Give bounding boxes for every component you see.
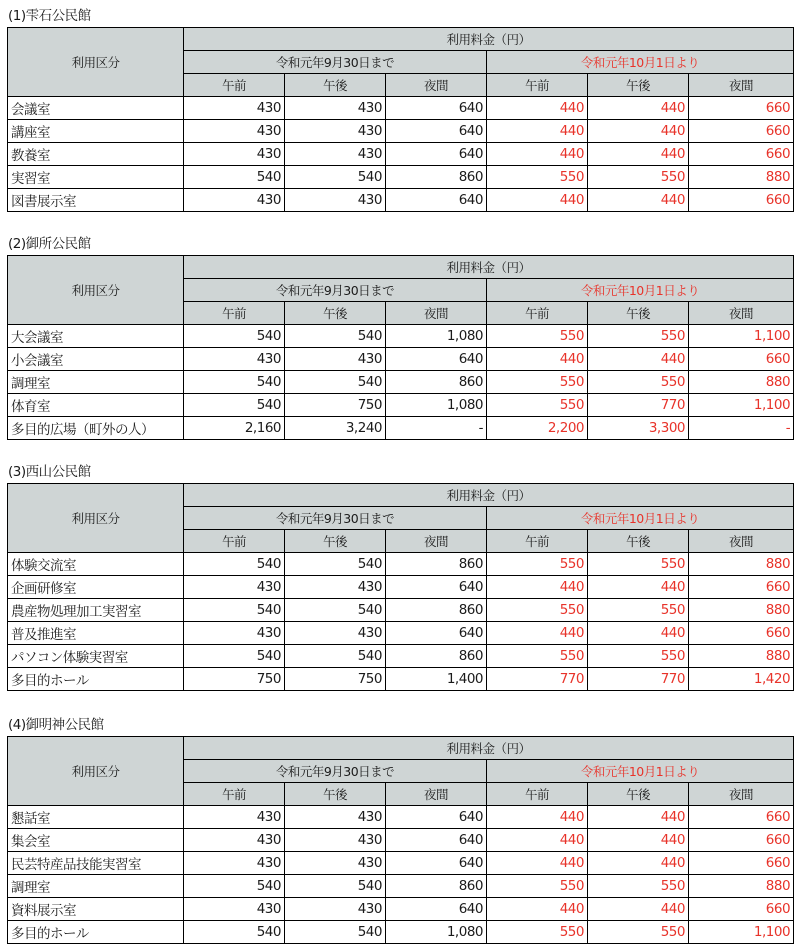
old-price-cell: 540 xyxy=(285,921,386,944)
slot-header: 午前 xyxy=(184,302,285,325)
slot-header: 夜間 xyxy=(386,74,487,97)
new-price-cell: 550 xyxy=(588,921,689,944)
old-price-cell: 540 xyxy=(184,371,285,394)
slot-header: 午前 xyxy=(487,783,588,806)
old-price-cell: 540 xyxy=(285,599,386,622)
table-row xyxy=(8,875,794,898)
room-name: 多目的ホール xyxy=(8,921,184,944)
old-price-cell: 540 xyxy=(184,394,285,417)
new-price-cell: 440 xyxy=(588,829,689,852)
old-price-cell: 430 xyxy=(184,348,285,371)
section-shizukuishi xyxy=(0,5,800,212)
old-price-cell: 1,080 xyxy=(386,921,487,944)
old-price-cell: 640 xyxy=(386,143,487,166)
new-price-cell: 1,100 xyxy=(689,394,794,417)
old-price-cell: 430 xyxy=(184,622,285,645)
table-row xyxy=(8,645,794,668)
new-price-cell: 660 xyxy=(689,348,794,371)
old-price-cell: 540 xyxy=(184,599,285,622)
room-name: 多目的ホール xyxy=(8,668,184,691)
table-row xyxy=(8,622,794,645)
new-price-cell: 660 xyxy=(689,576,794,599)
new-price-cell: 550 xyxy=(487,875,588,898)
old-price-cell: 540 xyxy=(184,166,285,189)
slot-header: 午前 xyxy=(487,74,588,97)
new-price-cell: 550 xyxy=(487,553,588,576)
old-price-cell: 3,240 xyxy=(285,417,386,440)
slot-header: 夜間 xyxy=(689,302,794,325)
table-row xyxy=(8,921,794,944)
new-price-cell: 440 xyxy=(487,189,588,212)
old-price-cell: 640 xyxy=(386,576,487,599)
new-price-cell: 1,420 xyxy=(689,668,794,691)
old-price-cell: 540 xyxy=(285,371,386,394)
old-price-cell: 640 xyxy=(386,120,487,143)
old-price-cell: 430 xyxy=(285,898,386,921)
new-price-cell: 660 xyxy=(689,97,794,120)
old-price-cell: 430 xyxy=(184,97,285,120)
new-price-cell: 440 xyxy=(588,852,689,875)
table-row xyxy=(8,97,794,120)
new-price-cell: 550 xyxy=(588,166,689,189)
old-period-header: 令和元年9月30日まで xyxy=(184,279,487,302)
slot-header: 午前 xyxy=(184,783,285,806)
old-price-cell: 640 xyxy=(386,829,487,852)
old-price-cell: 640 xyxy=(386,898,487,921)
old-price-cell: 430 xyxy=(184,829,285,852)
room-name: 資料展示室 xyxy=(8,898,184,921)
slot-header: 午後 xyxy=(285,783,386,806)
old-price-cell: 430 xyxy=(184,806,285,829)
old-price-cell: 430 xyxy=(184,576,285,599)
new-price-cell: 770 xyxy=(487,668,588,691)
old-price-cell: 430 xyxy=(285,97,386,120)
new-price-cell: 880 xyxy=(689,645,794,668)
new-price-cell: 550 xyxy=(588,371,689,394)
table-row xyxy=(8,576,794,599)
table-row xyxy=(8,394,794,417)
new-period-header: 令和元年10月1日より xyxy=(487,507,794,530)
old-price-cell: 430 xyxy=(285,829,386,852)
table-row xyxy=(8,120,794,143)
old-price-cell: 540 xyxy=(285,553,386,576)
old-price-cell: 430 xyxy=(184,189,285,212)
room-name: 図書展示室 xyxy=(8,189,184,212)
room-name: 体育室 xyxy=(8,394,184,417)
section-nishiyama xyxy=(0,461,800,691)
old-price-cell: 860 xyxy=(386,875,487,898)
new-price-cell: 440 xyxy=(588,143,689,166)
new-price-cell: 440 xyxy=(588,189,689,212)
section-title: (3)西山公民館 xyxy=(8,464,91,480)
new-price-cell: 440 xyxy=(487,143,588,166)
section-gomyojin xyxy=(0,714,800,944)
room-name: 会議室 xyxy=(8,97,184,120)
room-name: 体験交流室 xyxy=(8,553,184,576)
old-price-cell: 860 xyxy=(386,553,487,576)
table-row xyxy=(8,325,794,348)
room-name: 民芸特産品技能実習室 xyxy=(8,852,184,875)
room-name: 企画研修室 xyxy=(8,576,184,599)
old-price-cell: 860 xyxy=(386,371,487,394)
new-price-cell: 660 xyxy=(689,143,794,166)
new-price-cell: 440 xyxy=(588,97,689,120)
old-price-cell: 430 xyxy=(285,576,386,599)
slot-header: 夜間 xyxy=(386,783,487,806)
table-row xyxy=(8,143,794,166)
old-price-cell: 540 xyxy=(184,325,285,348)
new-price-cell: 440 xyxy=(588,622,689,645)
old-price-cell: 430 xyxy=(184,852,285,875)
new-price-cell: 880 xyxy=(689,371,794,394)
fee-header: 利用料金（円） xyxy=(184,737,794,760)
room-name: 多目的広場（町外の人） xyxy=(8,417,184,440)
slot-header: 夜間 xyxy=(689,530,794,553)
slot-header: 午後 xyxy=(588,302,689,325)
header-row xyxy=(8,256,794,279)
new-period-header: 令和元年10月1日より xyxy=(487,51,794,74)
slot-header: 午前 xyxy=(184,530,285,553)
old-price-cell: 430 xyxy=(285,143,386,166)
section-gosho xyxy=(0,233,800,440)
new-price-cell: 550 xyxy=(487,645,588,668)
slot-header: 午後 xyxy=(285,302,386,325)
table-row xyxy=(8,668,794,691)
slot-header: 午後 xyxy=(285,530,386,553)
new-price-cell: 880 xyxy=(689,553,794,576)
slot-header: 夜間 xyxy=(386,302,487,325)
table-row xyxy=(8,417,794,440)
new-price-cell: 440 xyxy=(487,806,588,829)
section-title: (1)雫石公民館 xyxy=(8,8,91,24)
old-price-cell: 430 xyxy=(184,143,285,166)
new-price-cell: 3,300 xyxy=(588,417,689,440)
old-period-header: 令和元年9月30日まで xyxy=(184,51,487,74)
new-price-cell: 440 xyxy=(487,97,588,120)
new-price-cell: 550 xyxy=(487,325,588,348)
slot-header: 午前 xyxy=(184,74,285,97)
old-price-cell: 640 xyxy=(386,622,487,645)
room-name: 調理室 xyxy=(8,875,184,898)
new-price-cell: - xyxy=(689,417,794,440)
new-price-cell: 770 xyxy=(588,394,689,417)
table-row xyxy=(8,898,794,921)
old-price-cell: 430 xyxy=(285,806,386,829)
new-price-cell: 550 xyxy=(487,921,588,944)
slot-header: 午前 xyxy=(487,302,588,325)
new-price-cell: 2,200 xyxy=(487,417,588,440)
new-price-cell: 550 xyxy=(588,599,689,622)
new-price-cell: 550 xyxy=(588,875,689,898)
old-price-cell: 860 xyxy=(386,166,487,189)
old-price-cell: 540 xyxy=(285,645,386,668)
new-price-cell: 880 xyxy=(689,875,794,898)
new-price-cell: 660 xyxy=(689,898,794,921)
old-price-cell: 540 xyxy=(184,875,285,898)
old-price-cell: 750 xyxy=(285,668,386,691)
table-row xyxy=(8,371,794,394)
old-price-cell: 540 xyxy=(184,553,285,576)
old-period-header: 令和元年9月30日まで xyxy=(184,507,487,530)
old-price-cell: 640 xyxy=(386,97,487,120)
fee-table xyxy=(7,483,794,691)
old-price-cell: 540 xyxy=(285,875,386,898)
new-price-cell: 440 xyxy=(588,576,689,599)
new-price-cell: 550 xyxy=(487,394,588,417)
old-price-cell: 640 xyxy=(386,852,487,875)
slot-header: 午後 xyxy=(588,783,689,806)
old-price-cell: 430 xyxy=(184,898,285,921)
room-name: 普及推進室 xyxy=(8,622,184,645)
old-price-cell: 2,160 xyxy=(184,417,285,440)
table-row xyxy=(8,852,794,875)
room-name: 集会室 xyxy=(8,829,184,852)
new-price-cell: 660 xyxy=(689,189,794,212)
slot-header: 午後 xyxy=(285,74,386,97)
new-price-cell: 770 xyxy=(588,668,689,691)
new-price-cell: 660 xyxy=(689,829,794,852)
room-name: 実習室 xyxy=(8,166,184,189)
table-row xyxy=(8,553,794,576)
slot-header: 午後 xyxy=(588,530,689,553)
header-row xyxy=(8,737,794,760)
new-price-cell: 440 xyxy=(487,622,588,645)
old-price-cell: 430 xyxy=(285,120,386,143)
new-price-cell: 440 xyxy=(588,806,689,829)
old-price-cell: 430 xyxy=(285,189,386,212)
new-price-cell: 550 xyxy=(588,325,689,348)
new-price-cell: 880 xyxy=(689,166,794,189)
old-price-cell: 1,400 xyxy=(386,668,487,691)
new-price-cell: 440 xyxy=(487,829,588,852)
section-title: (4)御明神公民館 xyxy=(8,717,104,733)
header-row xyxy=(8,484,794,507)
new-price-cell: 550 xyxy=(588,645,689,668)
old-price-cell: 750 xyxy=(285,394,386,417)
room-name: 懇話室 xyxy=(8,806,184,829)
table-row xyxy=(8,806,794,829)
category-header: 利用区分 xyxy=(8,256,184,325)
new-price-cell: 550 xyxy=(487,371,588,394)
slot-header: 午後 xyxy=(588,74,689,97)
old-price-cell: 860 xyxy=(386,645,487,668)
room-name: 教養室 xyxy=(8,143,184,166)
slot-header: 夜間 xyxy=(689,74,794,97)
old-price-cell: 540 xyxy=(184,921,285,944)
slot-header: 午前 xyxy=(487,530,588,553)
room-name: 小会議室 xyxy=(8,348,184,371)
table-row xyxy=(8,166,794,189)
old-price-cell: 430 xyxy=(285,348,386,371)
table-row xyxy=(8,348,794,371)
fee-header: 利用料金（円） xyxy=(184,28,794,51)
new-price-cell: 660 xyxy=(689,622,794,645)
old-price-cell: 430 xyxy=(285,622,386,645)
new-price-cell: 440 xyxy=(588,348,689,371)
new-price-cell: 660 xyxy=(689,120,794,143)
slot-header: 夜間 xyxy=(386,530,487,553)
fee-table xyxy=(7,736,794,944)
old-price-cell: 540 xyxy=(285,325,386,348)
room-name: パソコン体験実習室 xyxy=(8,645,184,668)
new-price-cell: 880 xyxy=(689,599,794,622)
old-price-cell: 430 xyxy=(184,120,285,143)
new-price-cell: 440 xyxy=(588,120,689,143)
old-price-cell: 540 xyxy=(285,166,386,189)
new-price-cell: 1,100 xyxy=(689,921,794,944)
old-price-cell: 430 xyxy=(285,852,386,875)
fee-header: 利用料金（円） xyxy=(184,256,794,279)
new-price-cell: 440 xyxy=(487,120,588,143)
new-period-header: 令和元年10月1日より xyxy=(487,760,794,783)
header-row xyxy=(8,28,794,51)
new-period-header: 令和元年10月1日より xyxy=(487,279,794,302)
room-name: 講座室 xyxy=(8,120,184,143)
old-price-cell: 860 xyxy=(386,599,487,622)
old-price-cell: 1,080 xyxy=(386,325,487,348)
room-name: 大会議室 xyxy=(8,325,184,348)
table-row xyxy=(8,189,794,212)
new-price-cell: 1,100 xyxy=(689,325,794,348)
room-name: 農産物処理加工実習室 xyxy=(8,599,184,622)
new-price-cell: 660 xyxy=(689,852,794,875)
new-price-cell: 660 xyxy=(689,806,794,829)
old-price-cell: - xyxy=(386,417,487,440)
table-row xyxy=(8,599,794,622)
new-price-cell: 550 xyxy=(487,166,588,189)
new-price-cell: 440 xyxy=(588,898,689,921)
room-name: 調理室 xyxy=(8,371,184,394)
fee-table xyxy=(7,27,794,212)
old-price-cell: 750 xyxy=(184,668,285,691)
old-price-cell: 640 xyxy=(386,806,487,829)
section-title: (2)御所公民館 xyxy=(8,236,91,252)
slot-header: 夜間 xyxy=(689,783,794,806)
category-header: 利用区分 xyxy=(8,737,184,806)
old-price-cell: 640 xyxy=(386,189,487,212)
category-header: 利用区分 xyxy=(8,28,184,97)
old-price-cell: 540 xyxy=(184,645,285,668)
table-row xyxy=(8,829,794,852)
old-period-header: 令和元年9月30日まで xyxy=(184,760,487,783)
fee-table xyxy=(7,255,794,440)
old-price-cell: 640 xyxy=(386,348,487,371)
fee-header: 利用料金（円） xyxy=(184,484,794,507)
new-price-cell: 440 xyxy=(487,898,588,921)
new-price-cell: 440 xyxy=(487,576,588,599)
new-price-cell: 440 xyxy=(487,852,588,875)
new-price-cell: 550 xyxy=(487,599,588,622)
old-price-cell: 1,080 xyxy=(386,394,487,417)
category-header: 利用区分 xyxy=(8,484,184,553)
new-price-cell: 550 xyxy=(588,553,689,576)
new-price-cell: 440 xyxy=(487,348,588,371)
